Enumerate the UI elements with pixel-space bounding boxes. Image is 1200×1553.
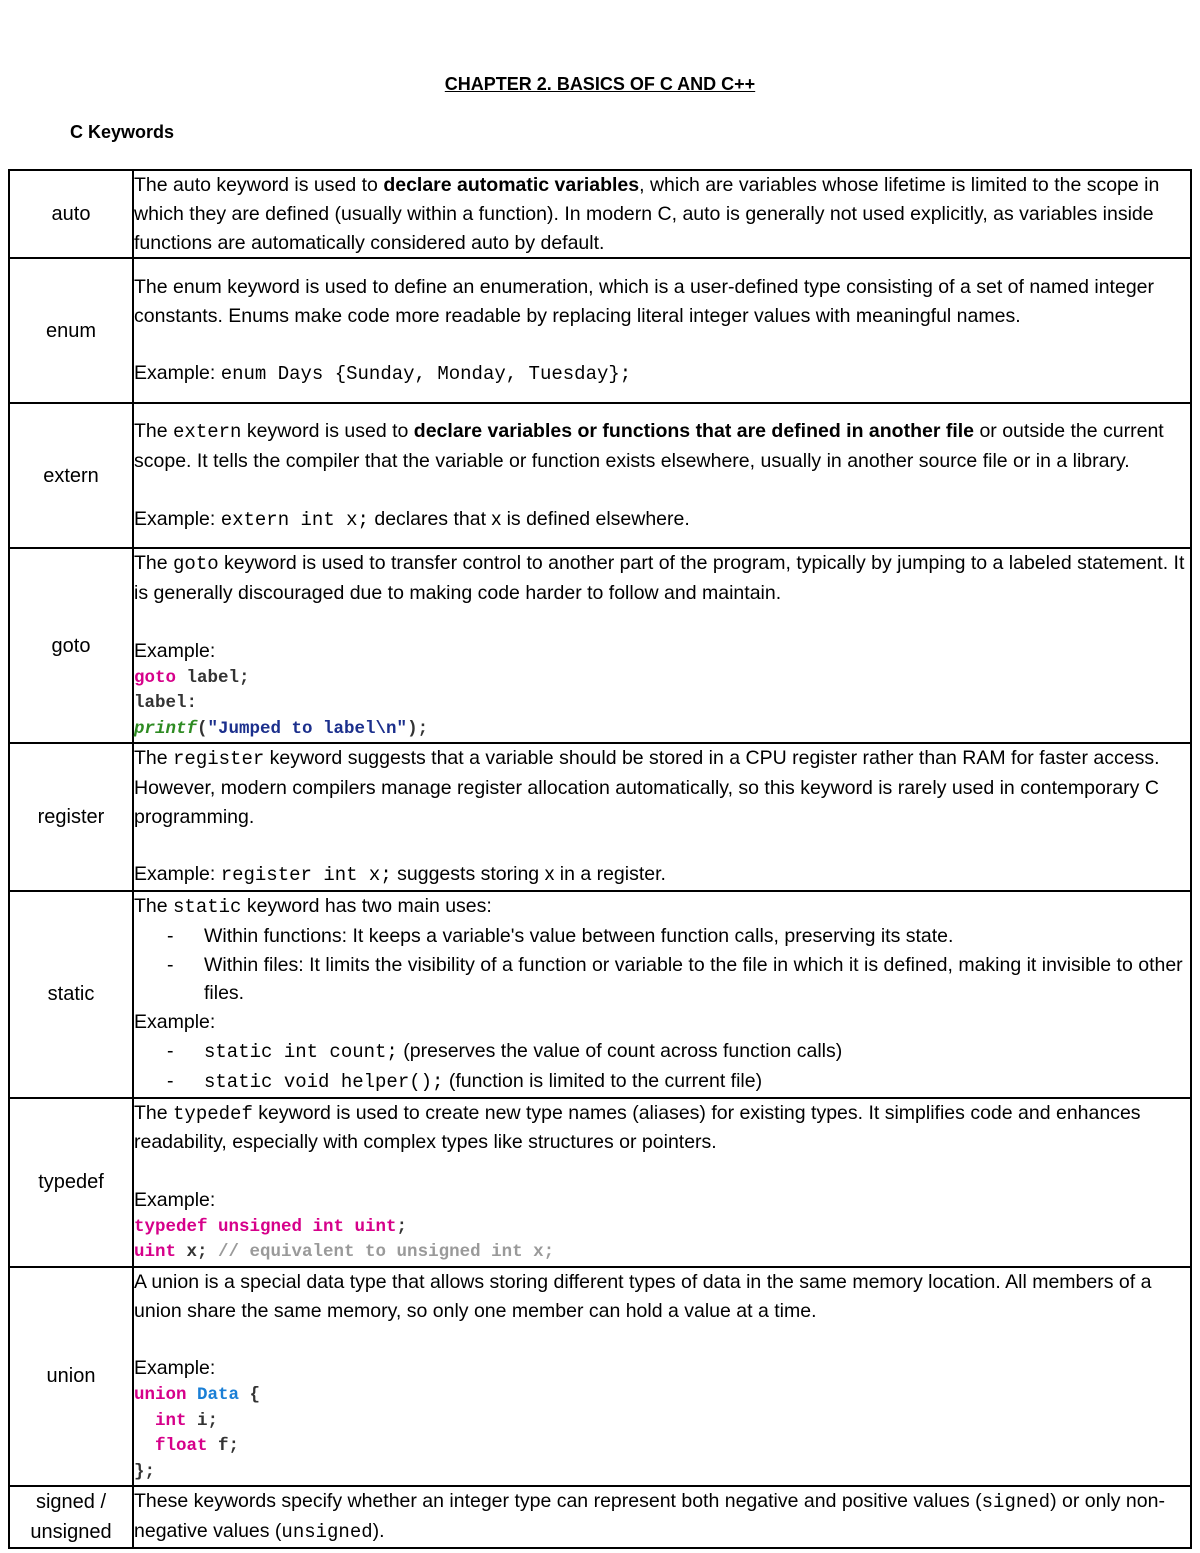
code-text: ;: [396, 1216, 408, 1237]
desc-text-part: keyword suggests that a variable should be stored in a CPU register rather than RAM for faster access. However, modern compilers manage register allocation automatically, so this keyword is rarely used in contemporary C programming.: [134, 747, 1160, 828]
desc-text: The enum keyword is used to define an enumeration, which is a user-defined type consisting of a set of named integer constants. Enums make code more readable by replacing literal integer values with meaningful names.: [134, 275, 1154, 327]
code-text: };: [134, 1461, 156, 1482]
keyword-name: register: [9, 743, 133, 891]
example-label: Example:: [134, 362, 221, 385]
example-line: [134, 505, 1190, 535]
code-function: printf: [134, 718, 198, 739]
example-label: Example:: [134, 639, 216, 662]
code-keyword: union: [134, 1385, 187, 1406]
table-row-register: [9, 743, 1191, 891]
code-type: Data: [186, 1385, 240, 1406]
code-text: label;: [176, 667, 250, 688]
list-item: [134, 1037, 1190, 1067]
list-item-text: Within files: It limits the visibility of a function or variable to the file in which it is defined, making it invisible to other files.: [204, 953, 1183, 1005]
list-item: [134, 1067, 1190, 1097]
example-note: declares that x is defined elsewhere.: [368, 507, 690, 530]
example-code: static int count;: [204, 1041, 398, 1064]
keyword-name: union: [9, 1267, 133, 1486]
code-keyword: uint: [134, 1242, 177, 1263]
desc-text-part: The: [134, 895, 174, 918]
keyword-description: [133, 891, 1191, 1098]
keyword-name: extern: [9, 403, 133, 548]
keyword-name: goto: [9, 548, 133, 743]
table-row-signed-unsigned: [9, 1486, 1191, 1548]
desc-text-part: keyword is used to transfer control to another part of the program, typically by jumping to a labeled statement. It is generally discouraged due to making code harder to follow and maintain.: [134, 552, 1185, 605]
example-line: [134, 359, 1190, 389]
keyword-name: enum: [9, 258, 133, 403]
desc-text: [134, 1099, 1190, 1158]
keyword-description: [133, 403, 1191, 548]
code-keyword: goto: [134, 667, 177, 688]
examples-list: [134, 1037, 1190, 1097]
keyword-name: typedef: [9, 1098, 133, 1267]
example-note: suggests storing x in a register.: [391, 863, 666, 886]
keyword-description: [133, 548, 1191, 743]
code-text: );: [407, 718, 429, 739]
list-dash: -: [167, 924, 174, 947]
table-row-auto: [9, 170, 1191, 258]
code-keyword: typedef unsigned int uint: [134, 1216, 397, 1237]
keyword-description: [133, 1098, 1191, 1267]
desc-bold: declare variables or functions that are defined in another file: [413, 420, 975, 443]
keyword-description: [133, 1267, 1191, 1486]
code-string: "Jumped to label\n": [207, 718, 408, 739]
list-item: [134, 951, 1190, 1009]
inline-keyword: extern: [173, 421, 242, 444]
keywords-table: [8, 169, 1192, 1549]
desc-text: , which are variables whose lifetime is limited to the scope in which they are defined (usually within a function). In modern C, auto is generally not used explicitly, as variables inside functions are automatically considered auto by default.: [134, 174, 1160, 254]
table-row-extern: [9, 403, 1191, 548]
code-text: x;: [176, 1242, 219, 1263]
keyword-description: [133, 1486, 1191, 1548]
example-label: Example:: [134, 1011, 216, 1034]
desc-text: [134, 744, 1190, 831]
example-label: Example:: [134, 1189, 216, 1212]
code-block: [134, 666, 1190, 743]
desc-text: [134, 549, 1190, 608]
section-title: C Keywords: [70, 122, 175, 142]
inline-keyword: signed: [981, 1491, 1051, 1514]
desc-text-part: The: [134, 1101, 174, 1124]
desc-text-part: The: [134, 747, 174, 770]
table-row-union: [9, 1267, 1191, 1486]
keyword-name: static: [9, 891, 133, 1098]
list-dash: -: [167, 1040, 174, 1063]
keyword-description: [133, 258, 1191, 403]
example-label: Example:: [134, 507, 221, 530]
table-row-enum: [9, 258, 1191, 403]
desc-text-part: keyword is used to: [241, 420, 414, 443]
example-code: static void helper();: [204, 1070, 444, 1093]
desc-text-part: The: [134, 420, 174, 443]
inline-keyword: register: [173, 748, 265, 771]
example-code: extern int x;: [220, 508, 369, 531]
example-label: Example:: [134, 863, 221, 886]
keyword-name-line: signed /: [35, 1491, 107, 1514]
desc-text-part: These keywords specify whether an integer type can represent both negative and positive values (: [134, 1490, 982, 1513]
desc-text-part: keyword has two main uses:: [241, 895, 492, 918]
desc-text-part: The: [134, 552, 174, 575]
table-row-goto: [9, 548, 1191, 743]
list-item-text: Within functions: It keeps a variable's value between function calls, preserving its state.: [204, 924, 954, 947]
desc-text: The auto keyword is used to: [134, 174, 384, 196]
desc-text: [134, 892, 1190, 922]
table-row-static: [9, 891, 1191, 1098]
desc-text-part: or outside the current scope. It tells the compiler that the variable or function exists elsewhere, usually in another source file or in a library.: [134, 420, 1164, 473]
desc-text: [134, 417, 1190, 476]
example-line: [134, 860, 1190, 890]
code-text: f;: [207, 1436, 240, 1457]
code-text: {: [239, 1385, 261, 1406]
code-text: (: [197, 718, 208, 739]
code-text: label:: [134, 693, 198, 714]
keyword-name: auto: [9, 170, 133, 258]
example-code: register int x;: [220, 864, 392, 887]
keyword-name-line: unsigned: [30, 1521, 112, 1544]
example-note: (preserves the value of count across function calls): [397, 1040, 843, 1063]
desc-text-part: ) or only non-negative values (: [134, 1490, 1165, 1543]
example-label: Example:: [134, 1357, 216, 1380]
inline-keyword: goto: [173, 553, 219, 576]
desc-text-part: keyword is used to create new type names (aliases) for existing types. It simplifies code and enhances readability, especially with complex types like structures or pointers.: [134, 1101, 1141, 1154]
keyword-description: [133, 743, 1191, 891]
list-dash: -: [167, 1069, 174, 1092]
code-keyword: int: [155, 1410, 187, 1431]
code-text: i;: [186, 1410, 219, 1431]
inline-keyword: typedef: [173, 1102, 253, 1125]
keyword-description: [133, 170, 1191, 258]
list-dash: -: [167, 953, 174, 976]
list-item: [134, 922, 1190, 951]
uses-list: [134, 922, 1190, 1008]
example-note: (function is limited to the current file): [443, 1069, 763, 1092]
code-comment: // equivalent to unsigned int x;: [218, 1242, 555, 1263]
code-block: [134, 1383, 1190, 1485]
inline-keyword: unsigned: [281, 1521, 373, 1544]
keyword-name: [9, 1486, 133, 1548]
example-code: enum Days {Sunday, Monday, Tuesday};: [220, 363, 632, 386]
table-row-typedef: [9, 1098, 1191, 1267]
inline-keyword: static: [173, 896, 242, 919]
page-title: CHAPTER 2. BASICS OF C AND C++: [444, 74, 756, 94]
code-keyword: float: [155, 1436, 208, 1457]
desc-text: A union is a special data type that allows storing different types of data in the same memory location. All members of a union share the same memory, so only one member can hold a value at a time.: [134, 1270, 1152, 1322]
desc-bold: declare automatic variables: [383, 174, 640, 196]
code-block: [134, 1215, 1190, 1266]
desc-text-part: ).: [372, 1520, 385, 1543]
